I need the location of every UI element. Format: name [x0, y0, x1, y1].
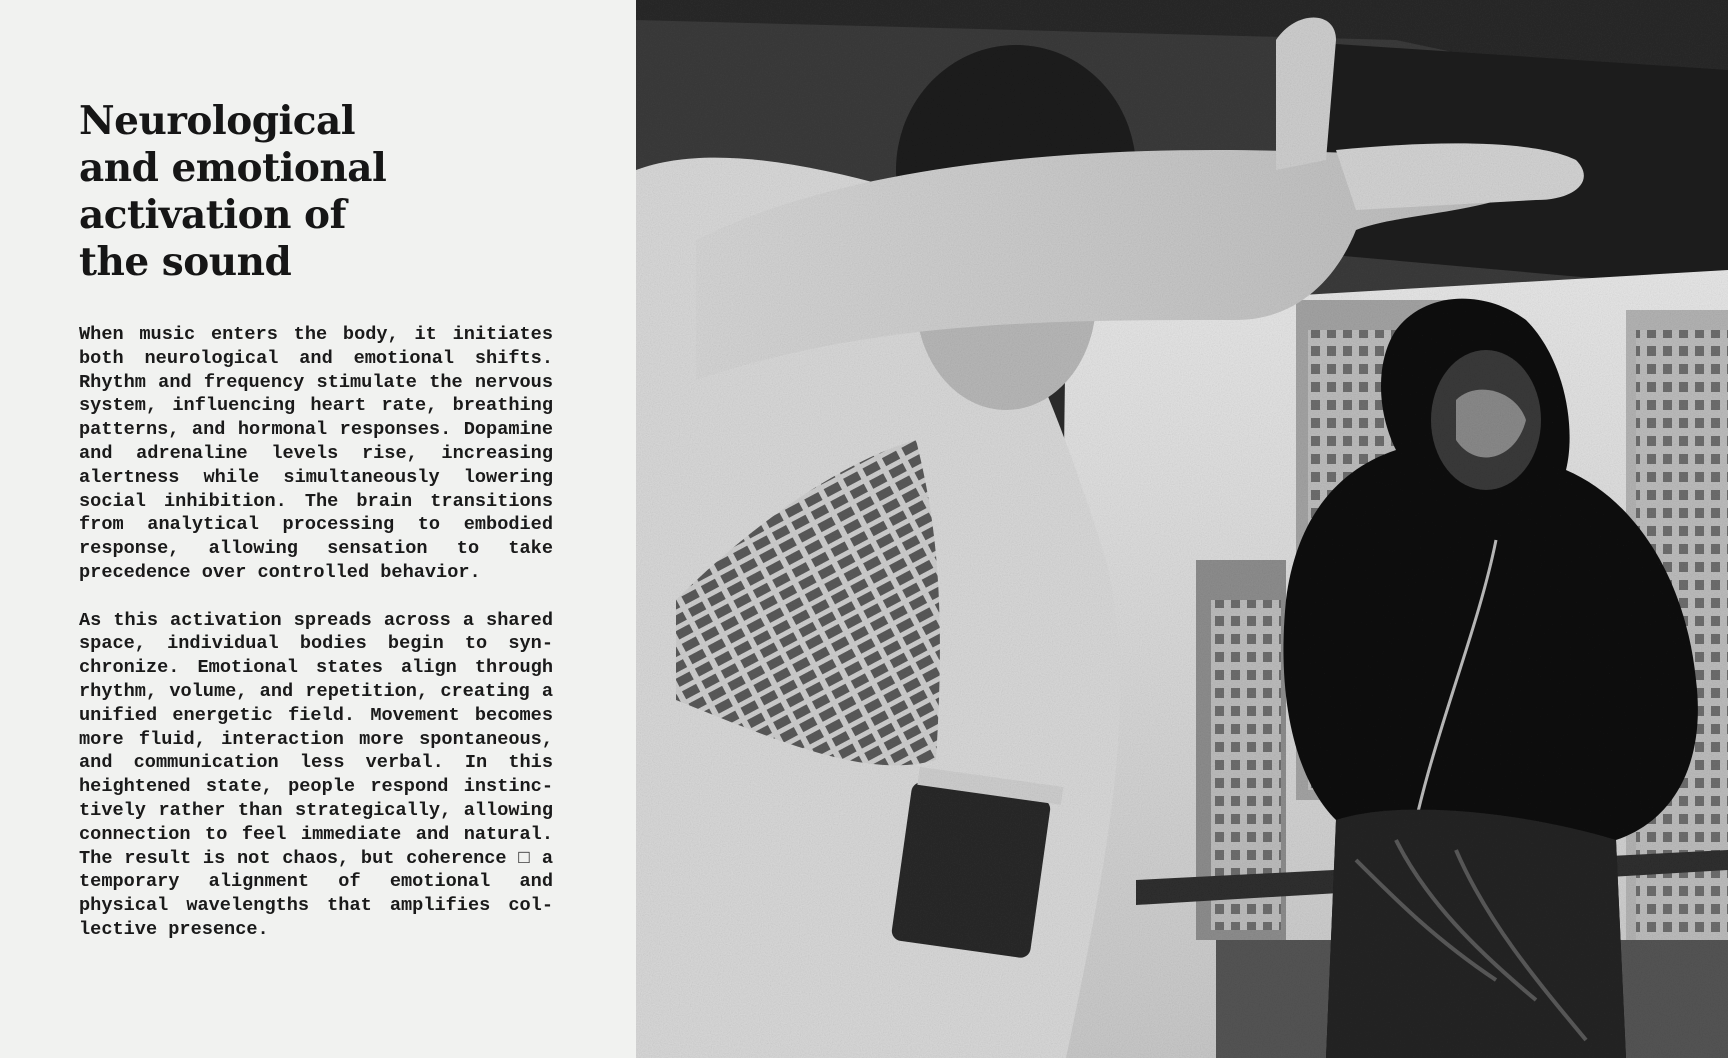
title-line: the sound	[79, 239, 292, 285]
text-page	[0, 0, 636, 1058]
article-body	[79, 323, 553, 966]
body-paragraph-1: When music enters the body, it initiates both neurological and emotional shifts. Rhythm and frequency stimulate the nervous system, influencing heart rate, breathing patterns, and hormonal responses. Dopamine and adrenaline levels rise, increasing alertness while simultaneously lowering social inhibition. The brain transitions from analytical processing to embodied response, allowing sensation to take precedence over controlled behavior.	[79, 324, 553, 583]
party-photo	[636, 0, 1728, 1058]
title-line: activation of	[79, 192, 346, 238]
article-title	[79, 98, 559, 286]
body-paragraph-2: As this activation spreads across a shared space, individual bodies begin to synchronize. Emotional states align through rhythm, volume, and repetition, creating a unified energetic field. Movement becomes more fluid, interaction more spontaneous, and communication less verbal. In this heightened state, people respond instinctively rather than strategically, allowing connection to feel immediate and natural. The result is not chaos, but coherence □ a temporary alignment of emotional and physical wavelengths that amplifies collective presence.	[79, 609, 553, 940]
title-line: and emotional	[79, 145, 387, 191]
title-line: Neurological	[79, 98, 356, 144]
